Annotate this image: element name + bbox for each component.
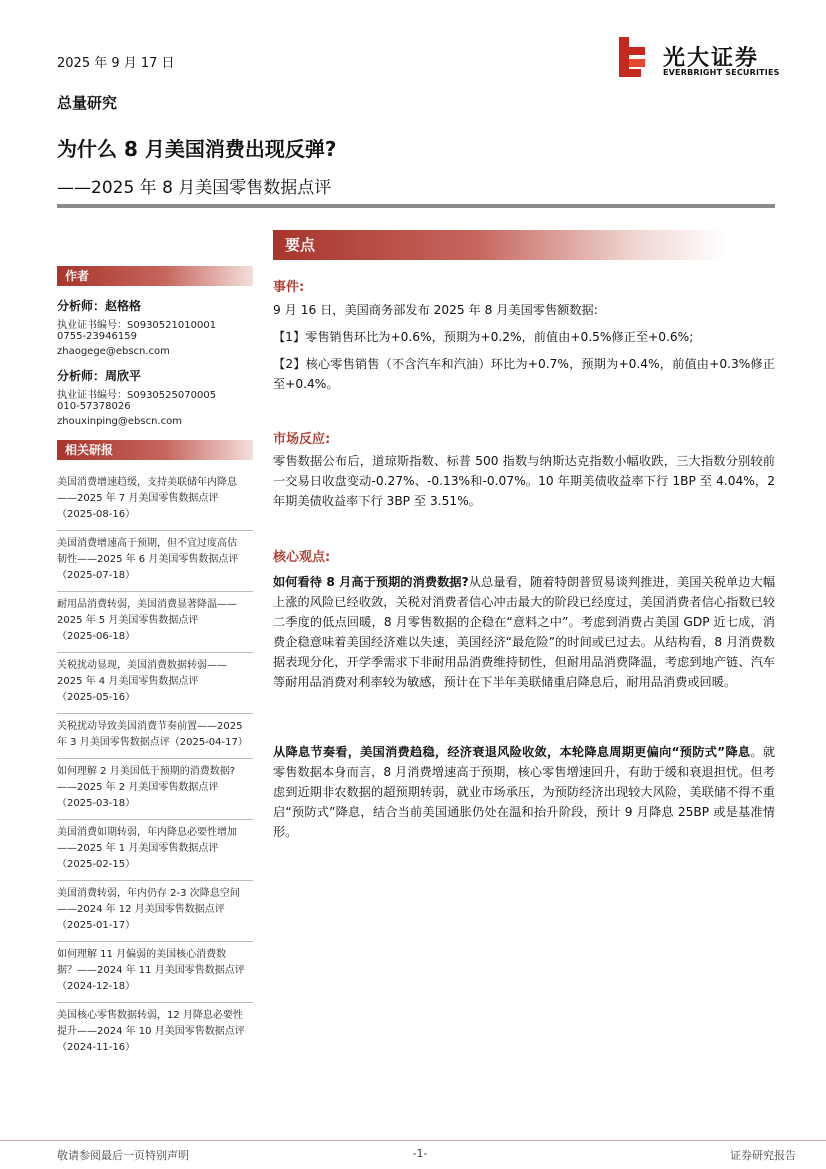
logo-en-text: EVERBRIGHT SECURITIES (663, 68, 780, 77)
core-paragraph-1: 如何看待 8 月高于预期的消费数据?从总量看，随着特朗普贸易谈判推进，美国关税单边大幅上涨的风险已经收敛，关税对消费者信心冲击最大的阶段已经度过，美国消费者信心指数已较二季度的低点回暖，8 月零售数据的企稳在“意料之中”。考虑到消费占美国 GDP 近七成，消费企稳意味着美国经济难以失速，美国经济“最危险”的时间或已过去。从结构看，8 月消费数据表现分化，开学季需求下非耐用品消费维持韧性，但耐用品消费降温，考虑到地产链、汽车等耐用品消费对利率较为敏感，预计在下半年美联储重启降息后，耐用品消费或回暖。 (273, 575, 776, 689)
analyst-name: 分析师：周欣平 (57, 369, 142, 383)
related-report-item[interactable]: 如何理解 2 月美国低于预期的消费数据? ——2025 年 2 月美国零售数据点评 （2025-03-18） (57, 766, 236, 809)
authors-heading: 作者 (57, 266, 253, 286)
related-report-item[interactable]: 耐用品消费转弱，美国消费显著降温—— 2025 年 5 月美国零售数据点评 （2025-06-18） (57, 599, 237, 642)
related-reports-heading: 相关研报 (57, 440, 253, 460)
related-report-item[interactable]: 美国消费转弱，年内仍存 2-3 次降息空间 ——2024 年 12 月美国零售数据点评 （2025-01-17） (57, 888, 240, 931)
footer-report-type: 证券研究报告 (730, 1149, 796, 1162)
related-report-item[interactable]: 美国消费如期转弱，年内降息必要性增加 ——2025 年 1 月美国零售数据点评 （2025-02-15） (57, 827, 237, 870)
analyst-name: 分析师：赵格格 (57, 299, 142, 313)
report-subtitle: ——2025 年 8 月美国零售数据点评 (57, 178, 332, 198)
footer-disclaimer[interactable]: 敬请参阅最后一页特别声明 (57, 1149, 189, 1162)
event-heading: 事件: (273, 280, 305, 295)
analyst-cert: 执业证书编号：S0930525070005 (57, 390, 217, 401)
core-heading: 核心观点: (273, 550, 331, 565)
related-report-item[interactable]: 关税扰动导致美国消费节奏前置——2025 年 3 月美国零售数据点评（2025-04-17） (57, 721, 248, 748)
event-item-2: 【2】核心零售销售（不含汽车和汽油）环比为+0.7%，预期为+0.4%，前值由+0.3%修正至+0.4%。 (273, 357, 775, 391)
core-paragraph-1-lead: 如何看待 8 月高于预期的消费数据? (273, 575, 469, 589)
analyst-phone: 0755-23946159 (57, 331, 137, 342)
event-intro: 9 月 16 日，美国商务部发布 2025 年 8 月美国零售额数据: (273, 303, 598, 317)
related-divider (57, 819, 253, 820)
market-heading: 市场反应: (273, 432, 331, 447)
analyst-phone: 010-57378026 (57, 401, 131, 412)
related-divider (57, 758, 253, 759)
related-report-item[interactable]: 美国消费增速趋缓，支持美联储年内降息 ——2025 年 7 月美国零售数据点评 （2025-08-16） (57, 477, 237, 520)
analyst-cert: 执业证书编号：S0930521010001 (57, 320, 217, 331)
key-points-heading: 要点 (273, 230, 725, 260)
related-report-item[interactable]: 美国消费增速高于预期，但不宜过度高估 韧性——2025 年 6 月美国零售数据点评 （2025-07-18） (57, 538, 239, 581)
related-divider (57, 591, 253, 592)
header-divider (57, 204, 775, 208)
market-paragraph: 零售数据公布后，道琼斯指数、标普 500 指数与纳斯达克指数小幅收跌，三大指数分别较前一交易日收盘变动-0.27%、-0.13%和-0.07%。10 年期美债收益率下行 1BP 至 4.04%，2 年期美债收益率下行 3BP 至 3.51%。 (273, 454, 775, 508)
related-divider (57, 1002, 253, 1003)
analyst-email[interactable]: zhaogege@ebscn.com (57, 346, 170, 357)
report-date: 2025 年 9 月 17 日 (57, 56, 175, 71)
page-number: -1- (412, 1147, 428, 1160)
event-item-1: 【1】零售销售环比为+0.6%，预期为+0.2%，前值由+0.5%修正至+0.6%; (273, 330, 694, 344)
related-divider (57, 652, 253, 653)
related-report-item[interactable]: 美国核心零售数据转弱，12 月降息必要性 提升——2024 年 10 月美国零售数据点评 （2024-11-16） (57, 1010, 245, 1053)
report-category: 总量研究 (57, 94, 118, 112)
related-report-item[interactable]: 如何理解 11 月偏弱的美国核心消费数 据？——2024 年 11 月美国零售数据点评 （2024-12-18） (57, 949, 245, 992)
core-paragraph-2-lead: 从降息节奏看，美国消费趋稳，经济衰退风险收敛，本轮降息周期更偏向“预防式”降息 (273, 745, 751, 759)
core-paragraph-2: 从降息节奏看，美国消费趋稳，经济衰退风险收敛，本轮降息周期更偏向“预防式”降息。就零售数据本身而言，8 月消费增速高于预期，核心零售增速回升，有助于缓和衰退担忧。但考虑到近期非农数据的超预期转弱，就业市场承压，为预防经济出现较大风险，美联储不得不重启“预防式”降息，结合当前美国通胀仍处在温和抬升阶段，预计 9 月降息 25BP 或是基准情形。 (273, 745, 776, 839)
footer-divider (0, 1140, 826, 1141)
related-report-item[interactable]: 关税扰动显现，美国消费数据转弱—— 2025 年 4 月美国零售数据点评 （2025-05-16） (57, 660, 227, 703)
everbright-logo-icon (617, 37, 649, 77)
report-title: 为什么 8 月美国消费出现反弹? (57, 137, 337, 161)
logo-cn-text: 光大证券 (663, 46, 760, 71)
related-divider (57, 880, 253, 881)
related-divider (57, 530, 253, 531)
related-divider (57, 713, 253, 714)
analyst-email[interactable]: zhouxinping@ebscn.com (57, 416, 182, 427)
related-divider (57, 941, 253, 942)
